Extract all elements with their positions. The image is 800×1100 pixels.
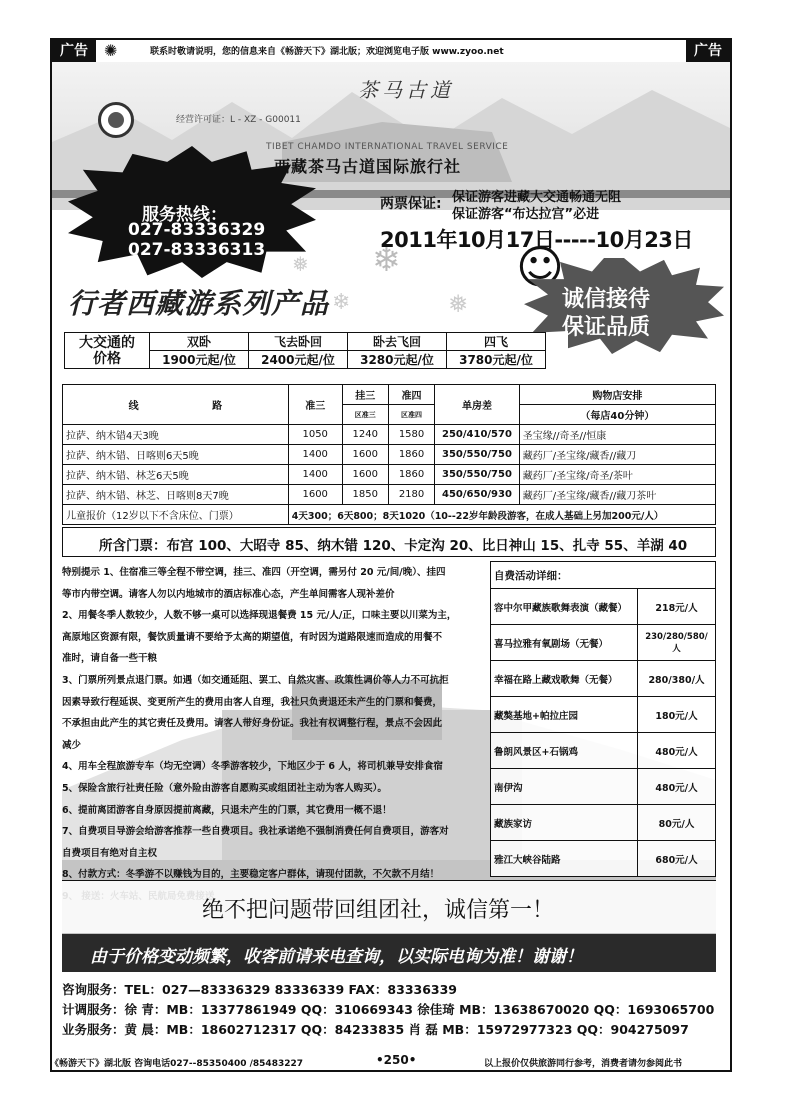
note-line: 等市内带空调。请客人勿以内地城市的酒店标准心态，产生单间需客人现补差价 [62,588,395,600]
guarantee-line-2: 保证游客“布达拉宫”必进 [452,207,600,222]
transport-price-table [64,332,546,369]
footer-right: 以上报价仅供旅游同行参考，消费者请勿参阅此书 [484,1059,683,1069]
header-std4-sub: 区准四 [388,405,434,425]
header-gua3-sub: 区准三 [342,405,388,425]
price-notice-bar [62,934,716,972]
contact-row [62,1020,689,1038]
contact-text[interactable]: TEL：027—83336329 83336339 FAX：83336339 [124,982,457,997]
route-std4: 2180 [388,485,434,505]
note-line: 准时，请自备一些干粮 [62,653,158,665]
tickets-box [62,527,716,557]
price-label [65,333,150,369]
route-gua3: 1240 [342,425,388,445]
calligraphy-title: 茶马古道 [358,78,454,102]
ad-label-right: 广告 [686,40,730,62]
route-std3: 1050 [288,425,342,445]
note-line: 减少 [62,739,82,751]
contact-row [62,1000,714,1018]
optional-price: 680元/人 [638,841,716,877]
table-row [63,465,716,485]
price-name-3: 卧去飞回 [348,333,447,351]
price-value-3: 3280元起/位 [348,351,447,369]
contact-text[interactable]: 黄 晨：MB：18602712317 QQ：84233835 肖 磊 MB：15972977323 QQ：904275097 [124,1022,689,1037]
ad-label-left: 广告 [52,40,96,62]
optional-title: 自费活动详细： [491,562,716,589]
optional-price: 230/280/580/人 [638,625,716,661]
note-line: 8、付款方式：冬季游不以赚钱为目的，主要稳定客户群体，请现付团款，不欠款不月结！ [62,869,440,881]
price-name-2: 飞去卧回 [249,333,348,351]
route-shop: 藏药厂/圣宝缘/奇圣/茶叶 [519,465,715,485]
list-item [491,769,716,805]
header-std3: 准三 [288,385,342,425]
note-line: 4、用车全程旅游专车（均无空调）冬季游客较少，下地区少于 6 人，将司机兼导安排食宿 [62,761,443,773]
contact-row [62,980,457,998]
header-route [63,385,289,425]
optional-name: 喜马拉雅有氧剧场（无餐） [491,625,638,661]
price-label-line-2: 价格 [93,350,121,367]
snowflake-icon: ❄ [332,290,351,315]
optional-name: 幸福在路上藏戏歌舞（无餐） [491,661,638,697]
route-gua3: 1850 [342,485,388,505]
table-row [63,485,716,505]
optional-name: 鲁朗风景区+石锅鸡 [491,733,638,769]
route-std3: 1400 [288,445,342,465]
route-name: 拉萨、纳木错4天3晚 [63,425,289,445]
route-single: 350/550/750 [435,465,520,485]
price-name-4: 四飞 [447,333,546,351]
route-std4: 1580 [388,425,434,445]
logo-emblem-icon [108,112,124,128]
route-shop: 圣宝缘//奇圣//恒康 [519,425,715,445]
route-std4: 1860 [388,465,434,485]
contact-label: 业务服务： [62,1022,125,1037]
route-name: 拉萨、纳木错、林芝、日喀则8天7晚 [63,485,289,505]
route-gua3: 1600 [342,465,388,485]
integrity-line-1: 诚信接待 [562,287,651,312]
route-name: 拉萨、纳木错、林芝6天5晚 [63,465,289,485]
agency-name-cn: 西藏茶马古道国际旅行社 [274,157,462,176]
special-notes [62,562,490,908]
header-gua3: 挂三 [342,385,388,405]
route-single: 250/410/570 [435,425,520,445]
footer-left: 《畅游天下》湖北版 咨询电话027--85350400 /85483227 [50,1059,304,1069]
route-std3: 1600 [288,485,342,505]
contact-text[interactable]: 徐 青：MB：13377861949 QQ：310669343 徐佳琦 MB：13638670020 QQ：1693065700 [124,1002,715,1017]
note-line: 不承担由此产生的其它责任及费用。请客人带好身份证。我社有权调整行程，景点不会因此 [62,718,443,730]
price-value-1: 1900元起/位 [150,351,249,369]
route-std3: 1400 [288,465,342,485]
optional-price: 480元/人 [638,733,716,769]
header-shop: 购物店安排 [519,385,715,405]
top-note: 联系时敬请说明，您的信息来自《畅游天下》湖北版；欢迎浏览电子版 www.zyoo.net [150,47,504,57]
note-line: 5、保险含旅行社责任险（意外险由游客自愿购买或组团社主动为客人购买）。 [62,782,387,794]
route-single: 450/650/930 [435,485,520,505]
header-single: 单房差 [435,385,520,425]
license-number: 经营许可证：L - XZ - G00011 [176,115,301,125]
agency-logo [98,102,134,138]
optional-name: 容中尔甲藏族歌舞表演（藏餐） [491,589,638,625]
header-route-b: 路 [212,401,223,412]
header-shop-sub: （每店40分钟） [519,405,715,425]
note-line: 自费项目有绝对自主权 [62,847,158,859]
tour-dates: 2011年10月17日-----10月23日 [380,228,693,252]
route-gua3: 1600 [342,445,388,465]
header-route-a: 线 [128,401,139,412]
hotline-phone-2[interactable]: 027-83336313 [128,240,266,260]
tickets-included: 所含门票：布宫 100、大昭寺 85、纳木错 120、卡定沟 20、比日神山 15、扎寺 55、羊湖 40 [99,538,688,554]
price-value-2: 2400元起/位 [249,351,348,369]
price-name-1: 双卧 [150,333,249,351]
child-price-row [63,505,716,525]
guarantee-line-1: 保证游客进藏大交通畅通无阻 [452,190,622,205]
list-item [491,697,716,733]
series-title: 行者西藏游系列产品 [68,287,330,320]
route-std4: 1860 [388,445,434,465]
price-label-line-1: 大交通的 [79,334,135,351]
optional-name: 南伊沟 [491,769,638,805]
list-item [491,805,716,841]
routes-table [62,384,716,525]
contact-label: 计调服务： [62,1002,125,1017]
price-value-4: 3780元起/位 [447,351,546,369]
magazine-logo-icon: ✺ [104,41,118,60]
snowflake-icon: ❅ [448,290,469,318]
optional-price: 218元/人 [638,589,716,625]
list-item [491,841,716,877]
note-line: 高原地区资源有限，餐饮质量请不要给予太高的期望值，有时因为道路限速而造成的用餐不 [62,631,443,643]
table-row [63,425,716,445]
top-bar [52,40,730,64]
optional-name: 藏族家访 [491,805,638,841]
snowflake-icon: ❄ [372,240,401,280]
optional-price: 280/380/人 [638,661,716,697]
route-single: 350/550/750 [435,445,520,465]
hotline-phone-1[interactable]: 027-83336329 [128,220,266,240]
hotline-label: 服务热线： [142,205,227,225]
page-number: •250• [376,1053,417,1067]
optional-name: 雅江大峡谷陆路 [491,841,638,877]
optional-price: 180元/人 [638,697,716,733]
note-line: 6、提前离团游客自身原因提前离藏，只退未产生的门票，其它费用一概不退！ [62,804,392,816]
child-price-value: 4天300；6天800；8天1020（10--22岁年龄段游客，在成人基础上另加200元/人） [288,505,715,525]
integrity-line-2: 保证品质 [562,315,651,340]
contact-label: 咨询服务： [62,982,125,997]
note-line: 3、门票所列景点退门票。如遇（如交通延阻、罢工、自然灾害、政策性调价等人力不可抗拒 [62,674,449,686]
list-item [491,625,716,661]
route-shop: 藏药厂/圣宝缘/藏香//藏刀 [519,445,715,465]
table-row [63,445,716,465]
list-item [491,661,716,697]
route-shop: 藏药厂/圣宝缘/藏香//藏刀茶叶 [519,485,715,505]
slogan: 绝不把问题带回组团社，诚信第一！ [202,898,555,923]
note-line: 特别提示 1、住宿准三等全程不带空调，挂三、准四（开空调，需另付 20 元/间/晚）、挂四 [62,567,446,578]
note-line: 7、自费项目导游会给游客推荐一些自费项目。我社承诺绝不强制消费任何自费项目，游客对 [62,826,449,838]
header-std4: 准四 [388,385,434,405]
optional-name: 藏獒基地+帕拉庄园 [491,697,638,733]
note-line: 2、用餐冬季人数较少，人数不够一桌可以选择现退餐费 15 元/人/正，口味主要以川菜为主， [62,610,457,622]
optional-price: 480元/人 [638,769,716,805]
price-notice: 由于价格变动频繁，收客前请来电查询，以实际电询为准！谢谢！ [90,947,583,967]
snowflake-icon: ❅ [292,252,309,276]
slogan-box [62,880,716,933]
smiley-icon: ☺ [516,240,564,294]
optional-activities-table [490,561,716,877]
optional-price: 80元/人 [638,805,716,841]
list-item [491,733,716,769]
agency-name-en: TIBET CHAMDO INTERNATIONAL TRAVEL SERVICE [266,142,509,152]
list-item [491,589,716,625]
guarantee-label: 两票保证: [380,196,442,212]
child-price-label: 儿童报价（12岁以下不含床位、门票） [63,505,289,525]
route-name: 拉萨、纳木错、日喀则6天5晚 [63,445,289,465]
note-line: 因素导致行程延误、变更所产生的费用由客人自理，我社只负责退还未产生的门票和餐费， [62,696,443,708]
